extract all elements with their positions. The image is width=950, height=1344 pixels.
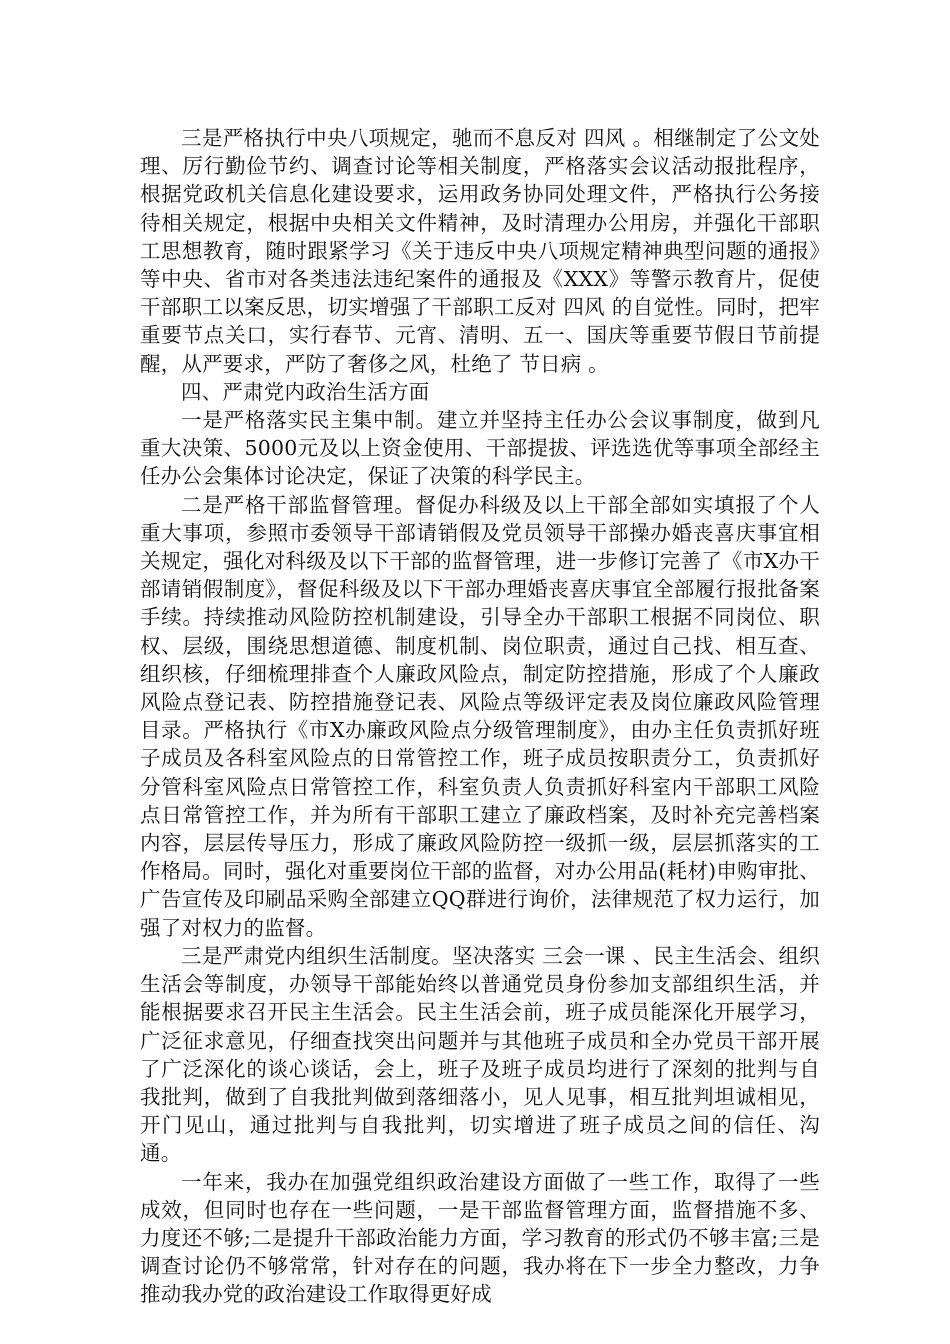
paragraph-cadre-supervision: 二是严格干部监督管理。督促办科级及以上干部全部如实填报了个人重大事项，参照市委领导干部请销假及党员领导干部操办婚丧喜庆事宜相关规定，强化对科级及以下干部的监督管理，进一步修订完善了《市X办干部请销假制度》，督促科级及以下干部办理婚丧喜庆事宜全部履行报批备案手续。持续推动风险防控机制建设，引导全办干部职工根据不同岗位、职权、层级，围绕思想道德、制度机制、岗位职责，通过自己找、相互查、组织核，仔细梳理排查个人廉政风险点，制定防控措施，形成了个人廉政风险点登记表、防控措施登记表、风险点等级评定表及岗位廉政风险管理目录。严格执行《市X办廉政风险点分级管理制度》，由办主任负责抓好班子成员及各科室风险点的日常管控工作，班子成员按职责分工，负责抓好分管科室风险点日常管控工作，科室负责人负责抓好科室内干部职工风险点日常管控工作，并为所有干部职工建立了廉政档案，及时补充完善档案内容，层层传导压力，形成了廉政风险防控一级抓一级，层层抓落实的工作格局。同时，强化对重要岗位干部的监督，对办公用品(耗材)申购审批、广告宣传及印刷品采购全部建立QQ群进行询价，法律规范了权力运行，加强了对权力的监督。 [140, 492, 820, 940]
paragraph-organizational-life: 三是严肃党内组织生活制度。坚决落实 三会一课 、民主生活会、组织生活会等制度，办领导干部能始终以普通党员身份参加支部组织生活，并能根据要求召开民主生活会。民主生活会前，班子成员能深化开展学习，广泛征求意见，仔细查找突出问题并与其他班子成员和全办党员干部开展了广泛深化的谈心谈话，会上，班子及班子成员均进行了深刻的批判与自我批判，做到了自我批判做到落细落小，见人见事，相互批判坦诚相见，开门见山，通过批判与自我批判，切实增进了班子成员之间的信任、沟通。 [140, 943, 820, 1166]
paragraph-eight-regulations: 三是严格执行中央八项规定，驰而不息反对 四风 。相继制定了公文处理、厉行勤俭节约、调查讨论等相关制度，严格落实会议活动报批程序，根据党政机关信息化建设要求，运用政务协同处理文件，严格执行公务接待相关规定，根据中央相关文件精神，及时清理办公用房，并强化干部职工思想教育，随时跟紧学习《关于违反中央八项规定精神典型问题的通报》等中央、省市对各类违法违纪案件的通报及《XXX》等警示教育片，促使干部职工以案反思，切实增强了干部职工反对 四风 的自觉性。同时，把牢重要节点关口，实行春节、元宵、清明、五一、国庆等重要节假日节前提醒，从严要求，严防了奢侈之风，杜绝了 节日病 。 [140, 126, 820, 376]
paragraph-democratic-centralism: 一是严格落实民主集中制。建立并坚持主任办公会议事制度，做到凡重大决策、5000元及以上资金使用、干部提拔、评选选优等事项全部经主任办公会集体讨论决定，保证了决策的科学民主。 [140, 408, 820, 489]
document-body [140, 124, 820, 1309]
paragraph-annual-summary: 一年来，我办在加强党组织政治建设方面做了一些工作，取得了一些成效，但同时也存在一些问题，一是干部监督管理方面，监督措施不多、力度还不够;二是提升干部政治能力方面，学习教育的形式仍不够丰富;三是调查讨论仍不够常常，针对存在的问题，我办将在下一步全力整改，力争推动我办党的政治建设工作取得更好成 [140, 1169, 820, 1307]
section-heading: 四、严肃党内政治生活方面 [181, 379, 430, 404]
